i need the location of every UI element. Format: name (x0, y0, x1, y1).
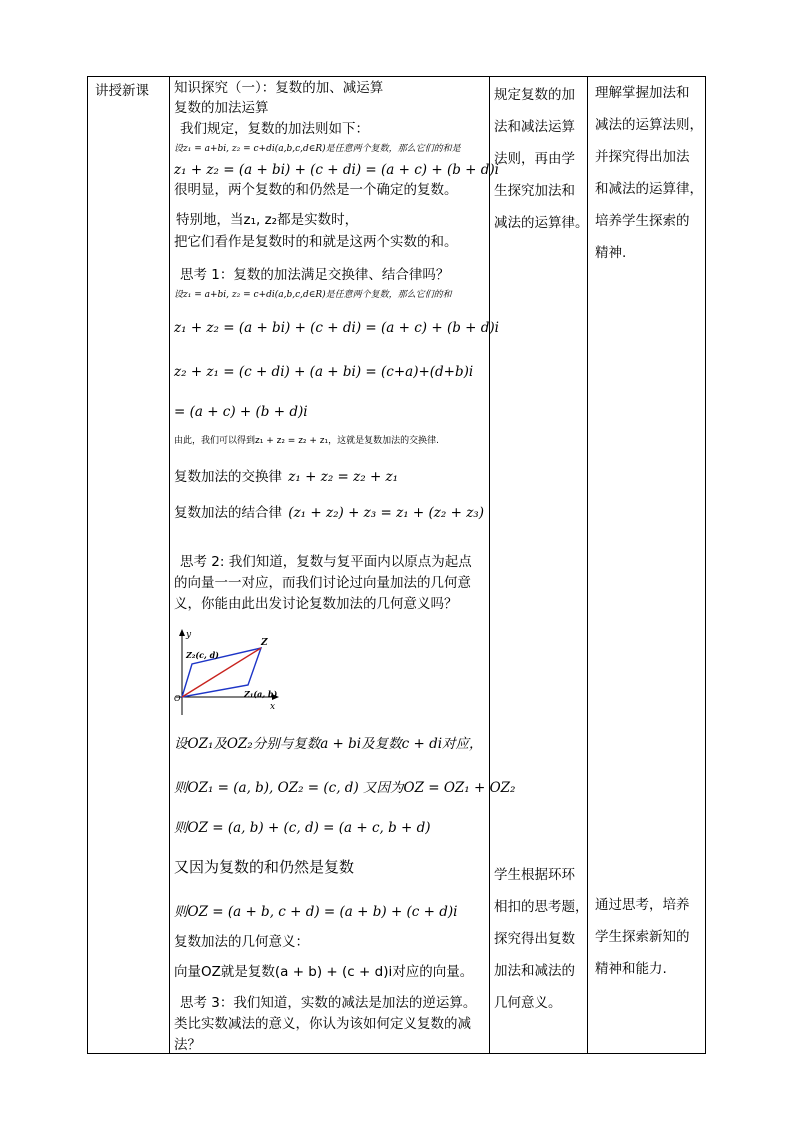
conclusion-small: 由此，我们可以得到z₁ + z₂ = z₂ + z₁，这就是复数加法的交换律. (174, 436, 439, 446)
intent-line: 通过思考，培养 (595, 897, 690, 913)
special-case-1: 特别地，当z₁, z₂都是实数时， (176, 212, 359, 228)
formula-sum: z₁ + z₂ = (a + bi) + (c + di) = (a + c) + (b + d)i (174, 162, 499, 178)
y-axis-arrow (179, 629, 185, 636)
commutative-row (174, 468, 398, 486)
point-z1-label: Z₁(a, b) (244, 689, 278, 699)
design-intent-bottom (595, 889, 690, 985)
commutative-label: 复数加法的交换律 (174, 469, 282, 485)
formula-z1z2: z₁ + z₂ = (a + bi) + (c + di) = (a + c) + (b + d)i (174, 320, 499, 336)
think2-line-2: 的向量一一对应，而我们讨论过向量加法的几何意 (174, 575, 471, 591)
associative-row (174, 504, 484, 522)
formula-eq: = (a + c) + (b + d)i (174, 404, 308, 420)
vector-parallelogram-diagram (172, 627, 282, 719)
vector-coords: 则OZ₁ = (a, b), OZ₂ = (c, d) 又因为OZ = OZ₁ + OZ₂ (174, 780, 516, 796)
lesson-table (87, 76, 706, 1054)
intent-line: 理解掌握加法和 (595, 85, 690, 101)
activity-line: 学生根据环环 (494, 867, 575, 883)
student-activity-top (494, 79, 589, 239)
student-activity-bottom (494, 859, 589, 1019)
vector-sum: 则OZ = (a, b) + (c, d) = (a + c, b + d) (174, 820, 431, 836)
intent-line: 培养学生探索的 (595, 213, 690, 229)
origin-label: O (174, 694, 181, 703)
intent-line: 精神和能力. (595, 961, 667, 977)
activity-line: 加法和减法的 (494, 963, 575, 979)
activity-line: 相扣的思考题， (494, 899, 589, 915)
think3-line-3: 法？ (174, 1037, 201, 1053)
associative-formula: (z₁ + z₂) + z₃ = z₁ + (z₂ + z₃) (288, 505, 484, 521)
activity-line: 生探究加法和 (494, 183, 575, 199)
vector-complex: 则OZ = (a + b, c + d) = (a + b) + (c + d)i (174, 904, 458, 920)
think1: 思考 1：复数的加法满足交换律、结合律吗？ (180, 267, 450, 283)
formula-z2z1: z₂ + z₁ = (c + di) + (a + bi) = (c+a)+(d+b)i (174, 364, 474, 380)
setup-small-1: 设z₁ = a+bi, z₂ = c+di(a,b,c,d∈R)是任意两个复数，那么它们的和是 (174, 144, 461, 154)
geo-meaning: 复数加法的几何意义： (174, 934, 309, 950)
setup-small-2: 设z₁ = a+bi, z₂ = c+di(a,b,c,d∈R)是任意两个复数，那么它们的和 (174, 290, 452, 300)
intent-line: 学生探索新知的 (595, 929, 690, 945)
geo-vector: 向量OZ就是复数(a + b) + (c + d)i对应的向量。 (174, 964, 474, 980)
activity-line: 几何意义。 (494, 995, 562, 1011)
x-axis-label: x (270, 702, 276, 712)
intent-line: 并探究得出加法 (595, 149, 690, 165)
activity-line: 减法的运算律。 (494, 215, 589, 231)
subsection-title: 复数的加法运算 (174, 100, 269, 116)
rule-intro: 我们规定，复数的加法则如下： (180, 121, 369, 137)
still-complex: 又因为复数的和仍然是复数 (174, 858, 355, 876)
vector-setup: 设OZ₁及OZ₂分别与复数a + bi及复数c + di对应， (174, 736, 483, 752)
column-divider (169, 77, 170, 1053)
intent-line: 减法的运算法则， (595, 117, 703, 133)
activity-line: 法则，再由学 (494, 151, 575, 167)
design-intent-top (595, 77, 703, 269)
activity-line: 法和减法运算 (494, 119, 575, 135)
intent-line: 和减法的运算律， (595, 181, 703, 197)
activity-line: 探究得出复数 (494, 931, 575, 947)
associative-label: 复数加法的结合律 (174, 505, 282, 521)
section-title: 知识探究（一）：复数的加、减运算 (174, 80, 384, 96)
think2-line-1: 思考 2: 我们知道，复数与复平面内以原点为起点 (180, 554, 472, 570)
y-axis-label: y (186, 630, 192, 640)
intent-line: 精神. (595, 245, 627, 261)
commutative-formula: z₁ + z₂ = z₂ + z₁ (288, 469, 399, 485)
point-z-label: Z (261, 638, 268, 648)
think3-line-1: 思考 3：我们知道，实数的减法是加法的逆运算。 (180, 995, 477, 1011)
activity-line: 规定复数的加 (494, 87, 575, 103)
row-label: 讲授新课 (95, 83, 149, 99)
special-case-2: 把它们看作是复数时的和就是这两个实数的和。 (174, 234, 458, 250)
point-z2-label: Z₂(c, d) (186, 650, 219, 660)
sum-determined: 很明显，两个复数的和仍然是一个确定的复数。 (174, 182, 458, 198)
think3-line-2: 类比实数减法的意义，你认为该如何定义复数的减 (174, 1016, 471, 1032)
column-divider (489, 77, 490, 1053)
think2-line-3: 义，你能由此出发讨论复数加法的几何意义吗？ (174, 596, 458, 612)
